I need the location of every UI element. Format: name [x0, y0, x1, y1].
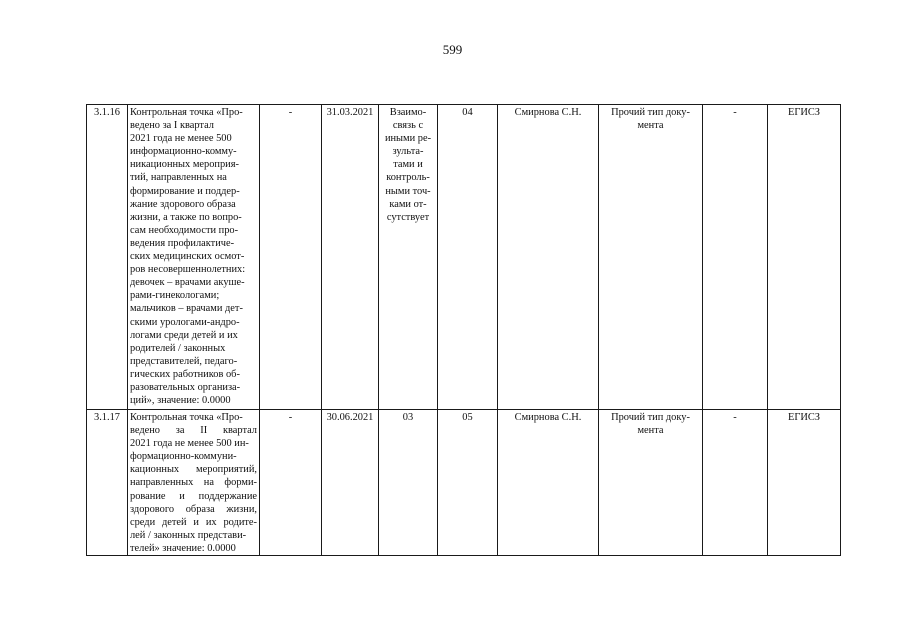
relation-line: иными ре-: [384, 133, 432, 145]
description-line: тий, направленных на: [130, 172, 227, 184]
code-cell: 04: [438, 105, 498, 410]
document-type-cell: [599, 105, 703, 410]
description-line: Контрольная точка «Про-: [130, 107, 243, 118]
description-line: ведено за II квартал: [130, 425, 257, 437]
description-line: гических работников об-: [130, 368, 240, 380]
row-number-cell: 3.1.16: [87, 105, 128, 410]
description-line: 2021 года не менее 500: [130, 133, 232, 145]
document-type-line: мента: [637, 120, 664, 132]
document-type-line: Прочий тип доку-: [611, 412, 690, 423]
responsible-cell: Смирнова С.Н.: [498, 105, 599, 410]
date-cell: 30.06.2021: [322, 410, 379, 556]
description-cell: [128, 105, 260, 410]
document-type-cell: [599, 410, 703, 556]
relation-line: зульта-: [392, 146, 424, 158]
dash-cell: -: [260, 410, 322, 556]
relation-line: связь с: [392, 120, 424, 132]
description-line: ских медицинских осмот-: [130, 251, 245, 263]
relation-line: ными точ-: [385, 185, 431, 197]
description-line: рами-гинекологами;: [130, 290, 220, 302]
description-line: 2021 года не менее 500 ин-: [130, 438, 249, 450]
description-line: кационных мероприятий,: [130, 464, 257, 476]
description-line: среди детей и их родите-: [130, 516, 257, 528]
description-line: информационно-комму-: [130, 146, 237, 158]
description-line: девочек – врачами акуше-: [130, 277, 245, 289]
description-line: ведено за I квартал: [130, 120, 214, 132]
description-line: никационных мероприя-: [130, 159, 239, 171]
relation-line: Взаимо-: [389, 107, 427, 118]
document-type-line: Прочий тип доку-: [611, 107, 690, 118]
table-row: [87, 410, 841, 556]
description-line: направленных на форми-: [130, 477, 257, 489]
control-points-table: [86, 104, 841, 556]
description-line: телей» значение: 0.0000: [130, 542, 236, 554]
document-type-line: мента: [637, 425, 664, 437]
page-number: 599: [442, 42, 463, 57]
description-line: скими урологами-андро-: [130, 316, 240, 328]
description-line: Контрольная точка «Про-: [130, 412, 243, 423]
code-cell: 05: [438, 410, 498, 556]
description-cell: [128, 410, 260, 556]
relation-cell: [379, 410, 438, 556]
dash-cell: -: [703, 105, 768, 410]
dash-cell: -: [260, 105, 322, 410]
description-line: ций», значение: 0.0000: [130, 395, 231, 407]
description-line: формационно-коммуни-: [130, 451, 237, 463]
relation-cell: [379, 105, 438, 410]
description-line: представителей, педаго-: [130, 355, 238, 367]
description-line: здорового образа жизни,: [130, 503, 257, 515]
description-line: мальчиков – врачами дет-: [130, 303, 243, 315]
dash-cell: -: [703, 410, 768, 556]
table-row: [87, 105, 841, 410]
description-line: сам необходимости про-: [130, 224, 239, 236]
description-line: жание здорового образа: [130, 198, 236, 210]
description-line: логами среди детей и их: [130, 329, 238, 341]
row-number-cell: 3.1.17: [87, 410, 128, 556]
description-line: формирование и поддер-: [130, 185, 240, 197]
relation-line: 03: [402, 412, 414, 423]
responsible-cell: Смирнова С.Н.: [498, 410, 599, 556]
description-line: родителей / законных: [130, 342, 226, 354]
description-line: ров несовершеннолетних:: [130, 264, 246, 276]
system-cell: ЕГИСЗ: [768, 410, 841, 556]
description-line: жизни, а также по вопро-: [130, 211, 242, 223]
relation-line: сутствует: [386, 211, 430, 223]
relation-line: ками от-: [389, 198, 427, 210]
relation-line: контроль-: [386, 172, 430, 184]
date-cell: 31.03.2021: [322, 105, 379, 410]
description-line: рование и поддержание: [130, 490, 257, 502]
description-line: лей / законных представи-: [130, 529, 247, 541]
description-line: ведения профилактиче-: [130, 237, 235, 249]
description-line: разовательных организа-: [130, 381, 241, 393]
system-cell: ЕГИСЗ: [768, 105, 841, 410]
relation-line: тами и: [393, 159, 423, 171]
